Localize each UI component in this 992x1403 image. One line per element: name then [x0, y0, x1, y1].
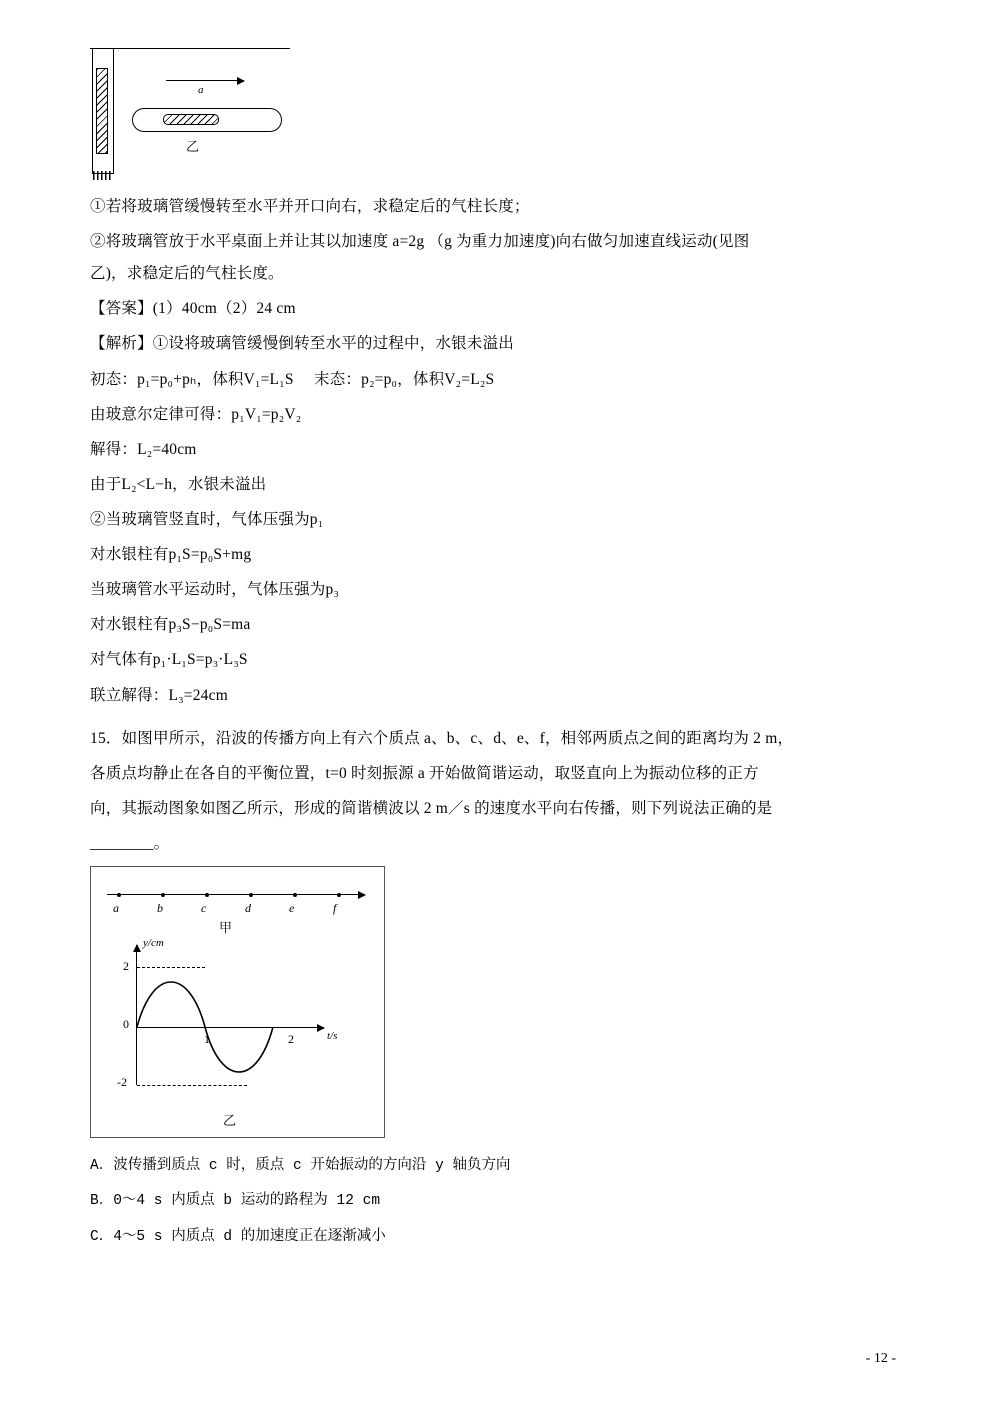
- figure-wave-diagram: [90, 866, 385, 1138]
- q14-answer: 【答案】(1）40cm（2）24 cm: [90, 300, 296, 318]
- q15-option-b: B．0～4 s 内质点 b 运动的路程为 12 cm: [90, 1193, 381, 1210]
- figure-top-rail: [90, 48, 290, 49]
- q14-part2-line1: ②将玻璃管放于水平桌面上并让其以加速度 a=2g （g 为重力加速度)向右做匀加速直线运动(见图: [90, 233, 750, 251]
- vertical-tube-mercury: [96, 68, 108, 154]
- particle-label-b: b: [157, 901, 163, 916]
- q15-stem-line-2: 向，其振动图象如图乙所示，形成的简谐横波以 2 m／s 的速度水平向右传播，则下列说法正确的是: [90, 799, 773, 817]
- q14-part2-line2: 乙)，求稳定后的气柱长度。: [90, 265, 284, 283]
- particle-label-c: c: [201, 901, 207, 916]
- graph-sine-curve: [91, 867, 386, 1139]
- q15-stem-line-3: ________。: [90, 834, 170, 852]
- q14-solution-9: 对气体有p₁·L₁S=p₃·L₃S: [90, 651, 248, 669]
- q15-stem-line-1: 各质点均静止在各自的平衡位置，t=0 时刻振源 a 开始做简谐运动，取竖直向上为振动位移的正方: [90, 764, 759, 782]
- figure2-label-yi: 乙: [223, 1113, 237, 1129]
- acceleration-arrow-icon: [166, 80, 244, 81]
- page-number: - 12 -: [865, 1351, 896, 1366]
- q14-solution-3: 解得：L₂=40cm: [90, 440, 197, 458]
- graph-ytick-neg2: -2: [117, 1075, 127, 1090]
- q14-solution-8: 对水银柱有p₃S−p₀S=ma: [90, 616, 251, 634]
- particle-label-f: f: [333, 901, 337, 916]
- q14-solution-1: 初态：p₁=p₀+pₕ，体积V₁=L₁S 末态：p₂=p₀，体积V₂=L₂S: [90, 370, 495, 388]
- q15-stem-text-0: 如图甲所示，沿波的传播方向上有六个质点 a、b、c、d、e、f，相邻两质点之间的距离均为 2 m，: [121, 729, 794, 747]
- particle-label-a: a: [113, 901, 119, 916]
- q15-stem-line-0: [90, 726, 892, 751]
- graph-x-axis-label: t/s: [327, 1030, 338, 1043]
- q15-option-c: C．4～5 s 内质点 d 的加速度正在逐渐减小: [90, 1228, 386, 1245]
- q14-part1: ①若将玻璃管缓慢转至水平并开口向右，求稳定后的气柱长度；: [90, 198, 530, 215]
- graph-ytick-0: 0: [123, 1017, 129, 1032]
- graph-xtick-2: 2: [288, 1032, 294, 1047]
- particle-label-d: d: [245, 901, 251, 916]
- q15-number: 15．: [90, 729, 122, 747]
- q14-solution-4: 由于L₂<L−h，水银未溢出: [90, 475, 267, 493]
- q14-solution-7: 当玻璃管水平运动时，气体压强为p₃: [90, 581, 340, 599]
- figure-label-yi: 乙: [186, 139, 200, 154]
- q14-solution-0: 【解析】①设将玻璃管缓慢倒转至水平的过程中，水银未溢出: [90, 335, 514, 353]
- graph-xtick-1: 1: [204, 1032, 210, 1047]
- figure2-label-jia: 甲: [219, 920, 233, 936]
- horizontal-tube-mercury: [163, 114, 219, 125]
- q14-solution-6: 对水银柱有p₁S=p₀S+mg: [90, 546, 252, 564]
- q14-solution-10: 联立解得：L₃=24cm: [90, 686, 228, 704]
- graph-y-axis-label: y/cm: [143, 937, 164, 950]
- figure-label-a: a: [198, 84, 204, 96]
- figure-glass-tube: [90, 46, 330, 186]
- vertical-tube-base: [93, 171, 113, 180]
- q14-solution-5: ②当玻璃管竖直时，气体压强为p₁: [90, 510, 324, 528]
- graph-ytick-2: 2: [123, 959, 129, 974]
- q14-solution-2: 由玻意尔定律可得：p₁V₁=p₂V₂: [90, 405, 302, 423]
- q15-option-a: A．波传播到质点 c 时，质点 c 开始振动的方向沿 y 轴负方向: [90, 1157, 511, 1174]
- particle-label-e: e: [289, 901, 295, 916]
